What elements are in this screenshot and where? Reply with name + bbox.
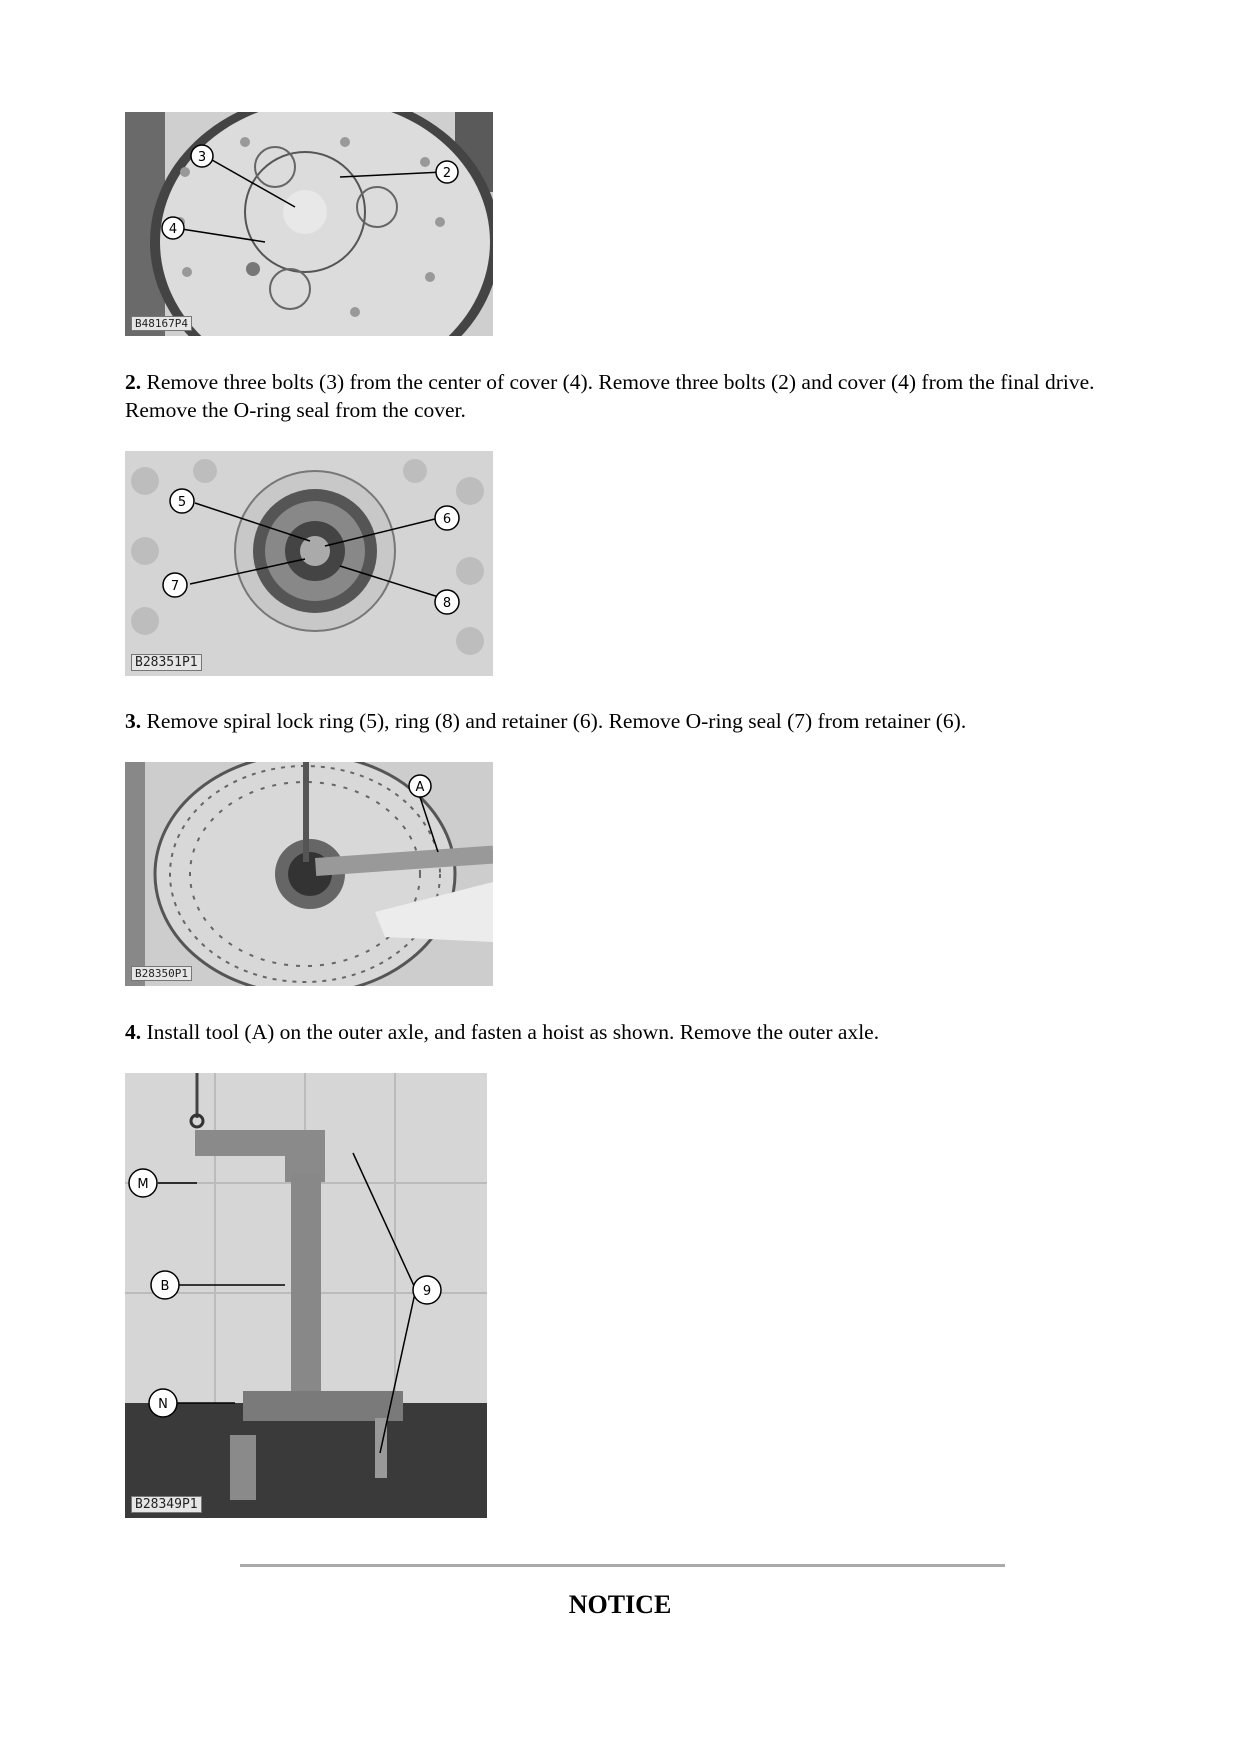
figure-1-photo (125, 112, 493, 336)
step-text: Remove three bolts (3) from the center of cover (4). Remove three bolts (2) and cover (4) from the final drive. Remove the O-ring seal from the cover. (125, 370, 1095, 422)
callout-6: 6 (442, 512, 452, 527)
callout-4: 4 (168, 222, 178, 237)
callout-7: 7 (170, 579, 180, 594)
callout-m: M (137, 1177, 149, 1192)
horizontal-rule (240, 1564, 1005, 1567)
final-drive-cover-illustration (125, 112, 493, 336)
figure-3-photo (125, 762, 493, 986)
lifting-tool-illustration (125, 1073, 487, 1518)
step-2 (125, 368, 1115, 424)
callout-n: N (158, 1397, 168, 1412)
callout-9: 9 (422, 1284, 432, 1299)
step-number: 3. (125, 709, 142, 733)
figure-id-label: B28350P1 (131, 966, 192, 981)
figure-4-photo (125, 1073, 487, 1518)
spiral-lock-ring-illustration (125, 451, 493, 676)
step-3 (125, 707, 1115, 735)
figure-2-photo (125, 451, 493, 676)
callout-b: B (160, 1279, 170, 1294)
notice-heading: NOTICE (568, 1590, 672, 1619)
callout-a: A (415, 780, 425, 795)
step-text: Install tool (A) on the outer axle, and fasten a hoist as shown. Remove the outer axle. (146, 1020, 880, 1044)
step-number: 2. (125, 370, 142, 394)
callout-3: 3 (197, 150, 207, 165)
callout-5: 5 (177, 495, 187, 510)
step-number: 4. (125, 1020, 142, 1044)
callout-8: 8 (442, 596, 452, 611)
figure-id-label: B48167P4 (131, 316, 192, 331)
outer-axle-tool-illustration (125, 762, 493, 986)
step-4 (125, 1018, 1115, 1046)
step-text: Remove spiral lock ring (5), ring (8) and retainer (6). Remove O-ring seal (7) from retainer (6). (146, 709, 967, 733)
callout-2: 2 (442, 166, 452, 181)
figure-id-label: B28351P1 (131, 654, 202, 671)
figure-id-label: B28349P1 (131, 1496, 202, 1513)
